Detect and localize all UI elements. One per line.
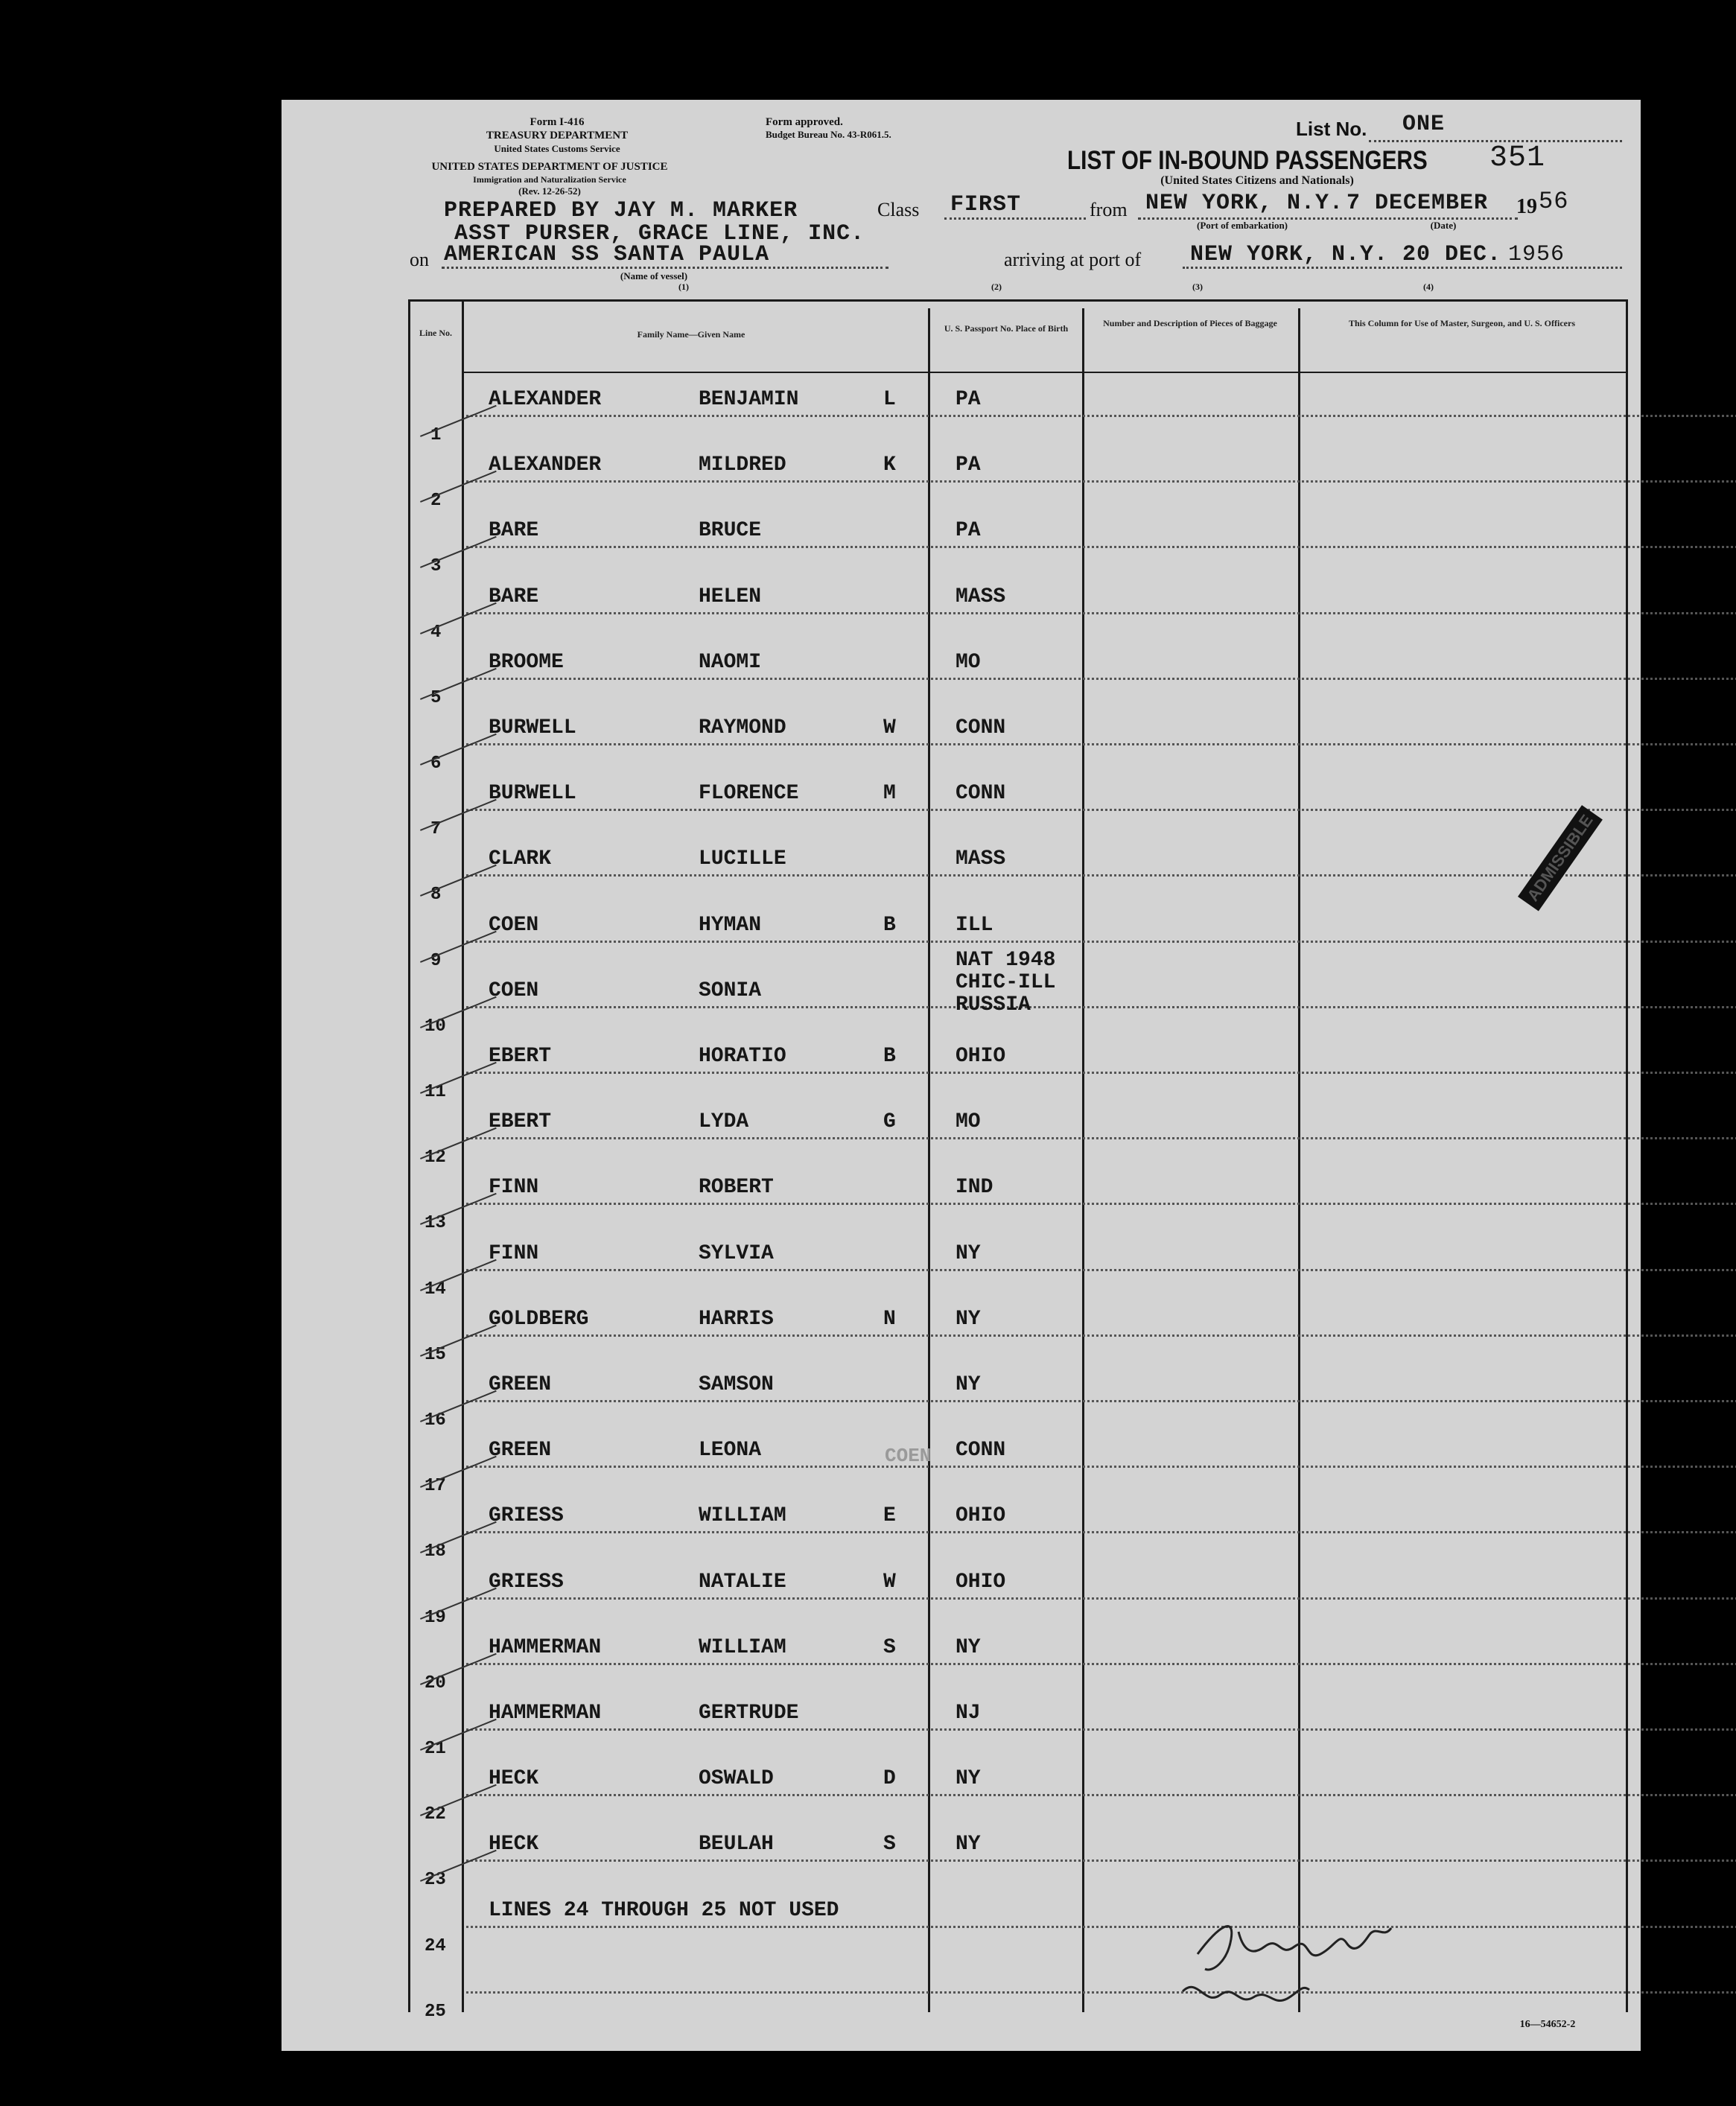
row-rule [466,678,1736,680]
arriving-port: NEW YORK, N.Y. 20 DEC. [1190,242,1502,267]
place-of-birth: NY [956,1307,981,1331]
col-num-3: (3) [1192,281,1203,292]
family-name: BURWELL [489,716,576,739]
middle-initial: S [883,1833,896,1857]
check-mark [420,1784,497,1816]
arriving-rule [1183,267,1622,269]
table-row [282,1571,1548,1636]
place-of-birth: PA [956,454,981,477]
given-name: SAMSON [699,1373,774,1396]
place-of-birth: PA [956,388,981,411]
row-rule [466,1400,1736,1402]
given-name: GERTRUDE [699,1702,799,1725]
family-name: GREEN [489,1373,552,1396]
table-row [282,454,1548,519]
line-number: 15 [425,1344,446,1365]
place-of-birth: NY [956,1373,981,1396]
given-name: HYMAN [699,913,762,937]
middle-initial: G [883,1110,896,1134]
place-of-birth: MO [956,650,981,674]
table-top-rule [408,299,1626,302]
budget-number: Budget Bureau No. 43-R061.5. [766,129,891,140]
treasury-department: TREASURY DEPARTMENT [486,130,629,141]
arriving-label: arriving at port of [1004,249,1142,270]
list-subtitle: (United States Citizens and Nationals) [1160,174,1354,187]
line-number: 21 [425,1739,446,1759]
middle-initial: E [883,1504,896,1528]
line-number: 17 [425,1476,446,1497]
admissible-stamp: ADMISSIBLE [1518,805,1603,911]
family-name: COEN [489,913,539,937]
table-row [282,519,1548,585]
given-name: BENJAMIN [699,388,799,411]
col-header-officers: This Column for Use of Master, Surgeon, and U. S. Officers [1348,318,1575,328]
family-name: HAMMERMAN [489,1635,602,1659]
row-rule [466,1466,1736,1468]
middle-initial: D [883,1767,896,1791]
arriving-year: 1956 [1508,242,1565,267]
col-header-line-no: Line No. [419,328,452,338]
list-title: LIST OF IN-BOUND PASSENGERS [1067,146,1428,175]
coen-birthplace: RUSSIA [956,993,1031,1017]
check-mark [420,996,497,1028]
middle-initial: K [883,454,896,477]
col-header-passport: U. S. Passport No. Place of Birth [944,323,1069,334]
col-num-4: (4) [1423,281,1434,292]
given-name: SYLVIA [699,1241,774,1265]
line-number: 8 [430,885,442,906]
from-year-suffix: 56 [1539,188,1569,215]
given-name: HELEN [699,585,762,608]
check-mark [420,1193,497,1225]
given-name: LUCILLE [699,847,786,871]
place-of-birth: MASS [956,585,1006,608]
family-name: HAMMERMAN [489,1702,602,1725]
place-of-birth: CONN [956,716,1006,739]
table-row [282,979,1548,1045]
table-row [282,585,1548,651]
col-header-baggage: Number and Description of Pieces of Baggage [1103,318,1277,328]
row-rule [466,1006,1736,1008]
family-name: CLARK [489,847,552,871]
table-header-rule [462,372,1626,373]
middle-initial: S [883,1635,896,1659]
coen-naturalization: NAT 1948 [956,949,1056,972]
check-mark [420,1456,497,1488]
prepared-by-title: ASST PURSER, GRACE LINE, INC. [454,221,865,246]
table-row [282,1045,1548,1110]
vessel-name: AMERICAN SS SANTA PAULA [444,242,770,267]
class-rule [944,217,1086,220]
middle-initial: M [883,782,896,806]
family-name: COEN [489,979,539,1002]
family-name: GOLDBERG [489,1307,589,1331]
place-of-birth: ILL [956,913,993,937]
check-mark [420,865,497,897]
check-mark [420,1719,497,1751]
line-number: 12 [425,1148,446,1168]
check-mark [420,1127,497,1159]
footer-form-code: 16—54652-2 [1519,2019,1576,2030]
line-number: 14 [425,1279,446,1299]
line-number: 19 [425,1607,446,1628]
on-label: on [410,249,429,270]
row-rule [466,1728,1736,1731]
line-number: 7 [430,819,442,840]
place-of-birth: OHIO [956,1045,1006,1068]
coen-naturalization-place: CHIC-ILL [956,971,1056,994]
revision-date: (Rev. 12-26-52) [518,185,581,197]
row-rule [466,941,1736,943]
row-rule [466,415,1736,417]
row-rule [466,1269,1736,1271]
row-rule [466,1597,1736,1600]
middle-initial: W [883,1570,896,1594]
row-rule [466,1203,1736,1205]
check-mark [420,1062,497,1094]
check-mark [420,602,497,634]
check-mark [420,405,497,437]
from-date: 7 DECEMBER [1346,191,1489,216]
family-name: FINN [489,1241,539,1265]
class-label: Class [877,199,920,220]
given-name: HARRIS [699,1307,774,1331]
place-of-birth: IND [956,1176,993,1200]
line-number: 23 [425,1870,446,1891]
from-port: NEW YORK, N.Y. [1145,191,1344,216]
table-row [282,914,1548,979]
middle-initial: W [883,716,896,739]
place-of-birth: CONN [956,1439,1006,1463]
row-rule [466,1334,1736,1337]
place-of-birth: CONN [956,782,1006,806]
row-rule [466,546,1736,548]
row-rule [466,1991,1736,1994]
from-label: from [1090,199,1128,220]
place-of-birth: NY [956,1833,981,1857]
row-rule [466,480,1736,483]
given-name: SONIA [699,979,762,1002]
check-mark [420,1521,497,1553]
row-rule [466,743,1736,745]
line-number: 5 [430,687,442,708]
class-value: FIRST [950,192,1022,217]
form-number: Form I-416 [530,116,585,128]
given-name: WILLIAM [699,1635,786,1659]
list-no-label: List No. [1296,118,1367,140]
family-name: BARE [489,585,539,608]
line-number: 3 [430,556,442,577]
middle-initial: B [883,1045,896,1068]
given-name: NATALIE [699,1570,786,1594]
table-row [282,1833,1548,1898]
col-num-2: (2) [991,281,1002,292]
family-name: GREEN [489,1439,552,1463]
line-number: 2 [430,491,442,512]
place-of-birth: PA [956,519,981,543]
place-of-birth: NY [956,1767,981,1791]
row-rule [466,1926,1736,1928]
line-number: 18 [425,1542,446,1562]
col-header-name: Family Name—Given Name [637,329,745,340]
line-number: 11 [425,1082,446,1102]
prepared-by: PREPARED BY JAY M. MARKER [444,198,798,223]
line-number: 22 [425,1804,446,1825]
row-rule [466,1794,1736,1796]
check-mark [420,1325,497,1357]
check-mark [420,799,497,831]
page-number: 351 [1489,141,1546,175]
vessel-rule [442,267,888,269]
check-mark [420,1850,497,1882]
date-caption: (Date) [1430,220,1457,231]
row-rule [466,1137,1736,1139]
line-number: 1 [430,425,442,445]
middle-initial: L [883,388,896,411]
line-number: 24 [425,1935,446,1956]
table-row [282,651,1548,716]
col-num-1: (1) [678,281,689,292]
table-row [282,782,1548,847]
check-mark [420,536,497,568]
family-name: GRIESS [489,1570,564,1594]
place-of-birth: NY [956,1241,981,1265]
table-row [282,1110,1548,1176]
faint-coen-mark: COEN [885,1445,932,1467]
row-rule [466,1860,1736,1862]
family-name: BURWELL [489,782,576,806]
check-mark [420,734,497,766]
line-number: 4 [430,622,442,643]
line-number: 9 [430,950,442,971]
family-name: GRIESS [489,1504,564,1528]
table-row [282,1702,1548,1767]
check-mark [420,1587,497,1619]
row-rule [466,612,1736,614]
given-name: NAOMI [699,650,762,674]
budget-approved: Form approved. [766,116,843,128]
line-number: 13 [425,1213,446,1234]
table-row [282,1308,1548,1373]
table-row [282,1373,1548,1439]
given-name: FLORENCE [699,782,799,806]
family-name: HECK [489,1833,539,1857]
table-row [282,1636,1548,1702]
table-row [282,1767,1548,1833]
justice-department: UNITED STATES DEPARTMENT OF JUSTICE [431,161,668,173]
given-name: OSWALD [699,1767,774,1791]
given-name: RAYMOND [699,716,786,739]
immigration-service: Immigration and Naturalization Service [473,174,626,185]
check-mark [420,668,497,700]
given-name: WILLIAM [699,1504,786,1528]
line-number: 6 [430,754,442,774]
table-row [282,1504,1548,1570]
from-year-prefix: 19 [1516,195,1537,218]
family-name: EBERT [489,1110,552,1134]
place-of-birth: MASS [956,847,1006,871]
check-mark [420,930,497,962]
family-name: EBERT [489,1045,552,1068]
table-right-border [1626,299,1628,2012]
customs-service: United States Customs Service [494,143,620,154]
given-name: BRUCE [699,519,762,543]
row-rule [466,1663,1736,1665]
place-of-birth: NY [956,1635,981,1659]
place-of-birth: OHIO [956,1504,1006,1528]
check-mark [420,1390,497,1422]
check-mark [420,471,497,503]
row-rule [466,809,1736,811]
manifest-page [282,100,1641,2051]
list-no-value: ONE [1402,112,1446,137]
family-name: HECK [489,1767,539,1791]
table-row [282,388,1548,454]
family-name: BROOME [489,650,564,674]
inspector-signature [1168,1902,1436,2036]
table-row [282,1242,1548,1308]
line-number: 10 [425,1016,446,1037]
vessel-caption: (Name of vessel) [620,270,688,281]
middle-initial: N [883,1307,896,1331]
given-name: BEULAH [699,1833,774,1857]
middle-initial: B [883,913,896,937]
family-name: FINN [489,1176,539,1200]
given-name: LYDA [699,1110,749,1134]
table-row [282,847,1548,913]
check-mark [420,1653,497,1685]
table-row [282,1176,1548,1241]
place-of-birth: NJ [956,1702,981,1725]
given-name: LEONA [699,1439,762,1463]
place-of-birth: MO [956,1110,981,1134]
line-number: 25 [425,2001,446,2022]
given-name: MILDRED [699,454,786,477]
given-name: ROBERT [699,1176,774,1200]
table-row [282,716,1548,782]
family-name: ALEXANDER [489,388,602,411]
row-rule [466,1072,1736,1074]
check-mark [420,1259,497,1291]
family-name: LINES 24 THROUGH 25 NOT USED [489,1898,839,1922]
given-name: HORATIO [699,1045,786,1068]
family-name: BARE [489,519,539,543]
line-number: 16 [425,1410,446,1431]
place-of-birth: OHIO [956,1570,1006,1594]
port-embark-caption: (Port of embarkation) [1196,220,1288,231]
row-rule [466,1531,1736,1533]
line-number: 20 [425,1673,446,1693]
family-name: ALEXANDER [489,454,602,477]
